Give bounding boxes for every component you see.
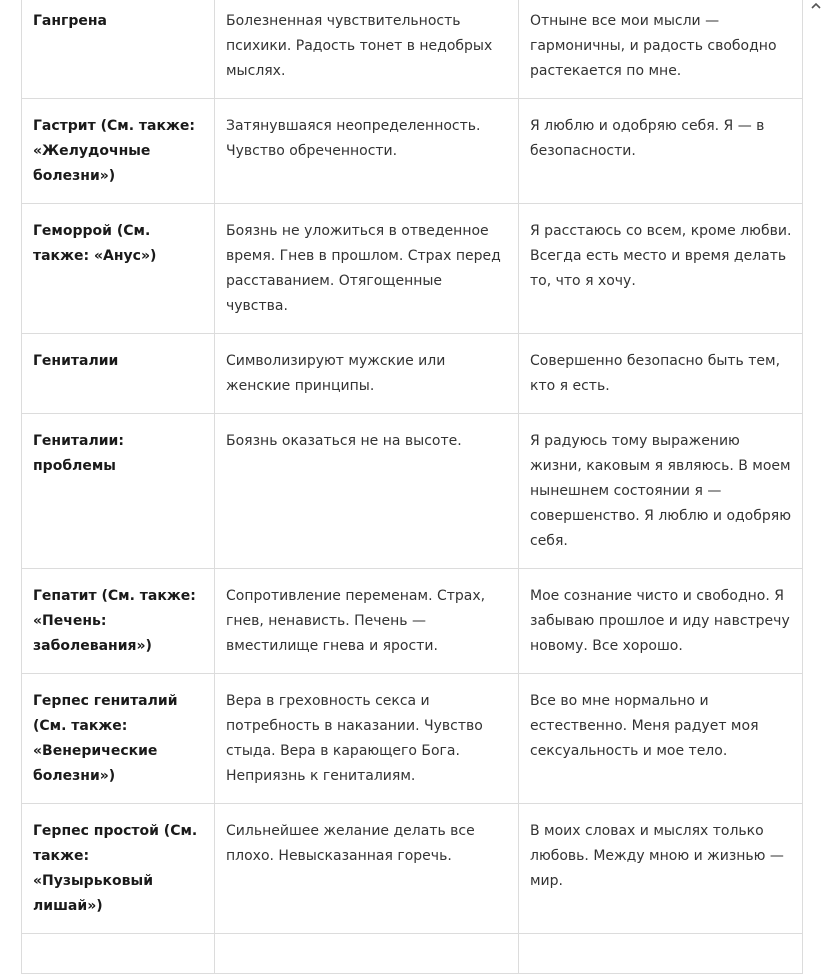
disease-name: Геморрой (См. также: «Анус») xyxy=(22,204,215,334)
disease-name: Гастрит (См. также: «Желудочные болезни») xyxy=(22,99,215,204)
diseases-table xyxy=(21,0,803,974)
probable-cause: Боязнь не уложиться в отведенное время. Гнев в прошлом. Страх перед расставанием. Отягощенные чувства. xyxy=(215,204,519,334)
disease-name: Герпес гениталий (См. также: «Венерические болезни») xyxy=(22,674,215,804)
table-row xyxy=(22,569,803,674)
affirmation: Отныне все мои мысли — гармоничны, и радость свободно растекается по мне. xyxy=(519,0,803,99)
probable-cause: Затянувшаяся неопределенность. Чувство обреченности. xyxy=(215,99,519,204)
affirmation: Я люблю и одобряю себя. Я — в безопасности. xyxy=(519,99,803,204)
scrollbar[interactable] xyxy=(808,0,827,828)
disease-name: Гениталии xyxy=(22,334,215,414)
table-row xyxy=(22,674,803,804)
affirmation: Я расстаюсь со всем, кроме любви. Всегда есть место и время делать то, что я хочу. xyxy=(519,204,803,334)
empty-cell xyxy=(215,934,519,974)
probable-cause: Боязнь оказаться не на высоте. xyxy=(215,414,519,569)
table-row xyxy=(22,414,803,569)
table-row xyxy=(22,0,803,99)
affirmation: Все во мне нормально и естественно. Меня радует моя сексуальность и мое тело. xyxy=(519,674,803,804)
table-row xyxy=(22,934,803,974)
probable-cause: Символизируют мужские или женские принципы. xyxy=(215,334,519,414)
table-row xyxy=(22,334,803,414)
affirmation: Я радуюсь тому выражению жизни, каковым я являюсь. В моем нынешнем состоянии я — совершенство. Я люблю и одобряю себя. xyxy=(519,414,803,569)
affirmation: В моих словах и мыслях только любовь. Между мною и жизнью — мир. xyxy=(519,804,803,934)
table-row xyxy=(22,99,803,204)
disease-name: Герпес простой (См. также: «Пузырьковый лишай») xyxy=(22,804,215,934)
disease-name: Гепатит (См. также: «Печень: заболевания») xyxy=(22,569,215,674)
affirmation: Совершенно безопасно быть тем, кто я есть. xyxy=(519,334,803,414)
disease-name: Гангрена xyxy=(22,0,215,99)
empty-cell xyxy=(519,934,803,974)
probable-cause: Сильнейшее желание делать все плохо. Невысказанная горечь. xyxy=(215,804,519,934)
disease-name: Гениталии: проблемы xyxy=(22,414,215,569)
scroll-up-arrow-icon[interactable] xyxy=(810,0,822,12)
table-row xyxy=(22,804,803,934)
affirmation: Мое сознание чисто и свободно. Я забываю прошлое и иду навстречу новому. Все хорошо. xyxy=(519,569,803,674)
empty-cell xyxy=(22,934,215,974)
table-row xyxy=(22,204,803,334)
probable-cause: Вера в греховность секса и потребность в наказании. Чувство стыда. Вера в карающего Бога. Неприязнь к гениталиям. xyxy=(215,674,519,804)
probable-cause: Болезненная чувствительность психики. Радость тонет в недобрых мыслях. xyxy=(215,0,519,99)
probable-cause: Сопротивление переменам. Страх, гнев, ненависть. Печень — вместилище гнева и ярости. xyxy=(215,569,519,674)
